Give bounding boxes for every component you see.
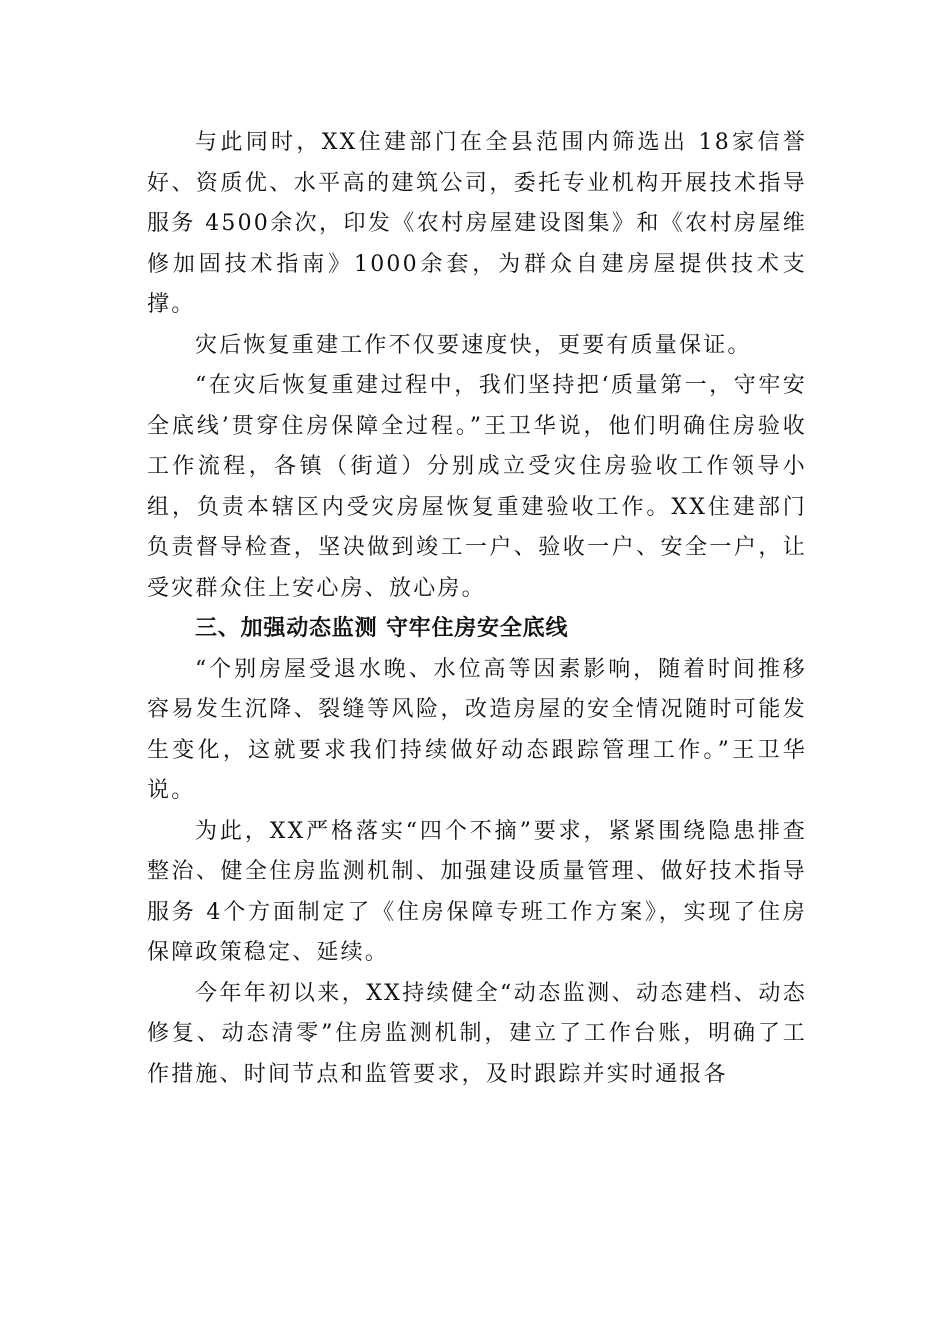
paragraph-acceptance-process: “在灾后恢复重建过程中，我们坚持把‘质量第一，守牢安全底线’贯穿住房保障全过程。”王卫华说，他们明确住房验收工作流程，各镇（街道）分别成立受灾住房验收工作领导小组，负责本辖区内受灾房屋恢复重建验收工作。XX住建部门负责督导检查，坚决做到竣工一户、验收一户、安全一户，让受灾群众住上安心房、放心房。 bbox=[147, 373, 807, 601]
paragraph-monitoring-mechanism: 今年年初以来，XX持续健全“动态监测、动态建档、动态修复、动态清零”住房监测机制，建立了工作台账，明确了工作措施、时间节点和监管要求，及时跟踪并实时通报各 bbox=[147, 980, 807, 1087]
section-heading: 三、加强动态监测 守牢住房安全底线 bbox=[195, 616, 569, 641]
paragraph-dynamic-tracking-quote: “个别房屋受退水晚、水位高等因素影响，随着时间推移容易发生沉降、裂缝等风险，改造房屋的安全情况随时可能发生变化，这就要求我们持续做好动态跟踪管理工作。”王卫华说。 bbox=[147, 656, 807, 803]
document-body bbox=[147, 123, 807, 1095]
paragraph-technical-guidance: 与此同时，XX住建部门在全县范围内筛选出 18家信誉好、资质优、水平高的建筑公司，委托专业机构开展技术指导服务 4500余次，印发《农村房屋建设图集》和《农村房屋维修加固技术指南》1000余套，为群众自建房屋提供技术支撑。 bbox=[147, 130, 807, 317]
paragraph-four-requirements: 为此，XX严格落实“四个不摘”要求，紧紧围绕隐患排查整治、健全住房监测机制、加强建设质量管理、做好技术指导服务 4个方面制定了《住房保障专班工作方案》，实现了住房保障政策稳定、延续。 bbox=[147, 818, 807, 965]
paragraph-quality-assurance: 灾后恢复重建工作不仅要速度快，更要有质量保证。 bbox=[195, 332, 752, 358]
